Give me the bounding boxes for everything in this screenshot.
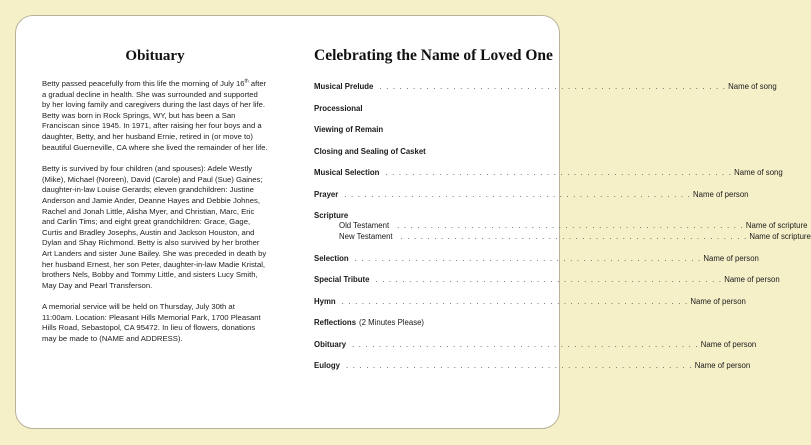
dot-leader: . . . . . . . . . . . . . . . . . . . . . . . . . . . . . . . . . . . . . . . . . . . . . . . . . . . . — [354, 253, 702, 263]
ordinal-suffix: th — [244, 78, 249, 85]
dot-leader: . . . . . . . . . . . . . . . . . . . . . . . . . . . . . . . . . . . . . . . . . . . . . . . . . . . . — [352, 339, 699, 349]
dot-leader: . . . . . . . . . . . . . . . . . . . . . . . . . . . . . . . . . . . . . . . . . . . . . . . . . . . . — [385, 168, 733, 177]
program-item-processional — [314, 103, 550, 114]
dot-leader: . . . . . . . . . . . . . . . . . . . . . . . . . . . . . . . . . . . . . . . . . . . . . . . . . . . . — [346, 361, 693, 370]
program-item-reflections — [314, 317, 550, 328]
program-column — [314, 46, 811, 371]
program-item-prayer — [314, 189, 749, 200]
program-item-hymn — [314, 296, 746, 307]
program-item-eulogy — [314, 360, 751, 371]
program-item-value: Name of person — [724, 275, 780, 284]
program-item-label: Eulogy — [314, 361, 340, 370]
program-item-value: Name of person — [694, 361, 751, 370]
program-item-label: Scripture — [314, 211, 349, 220]
program-item-label: Selection — [314, 253, 349, 263]
program-item-label: Musical Selection — [314, 168, 380, 177]
program-item-musical-selection — [314, 167, 783, 178]
program-item-selection — [314, 253, 759, 264]
program-subitem-new-testament — [314, 231, 811, 243]
program-item-label: New Testament — [339, 231, 393, 241]
program-item-value: Name of person — [700, 339, 757, 349]
program-item-label: Processional — [314, 103, 363, 113]
obituary-column — [42, 46, 268, 345]
obituary-paragraph-1 — [42, 79, 268, 153]
dot-leader: . . . . . . . . . . . . . . . . . . . . . . . . . . . . . . . . . . . . . . . . . . . . . . . . . . . . — [344, 189, 692, 199]
program-subitem-old-testament — [314, 221, 808, 232]
dot-leader: . . . . . . . . . . . . . . . . . . . . . . . . . . . . . . . . . . . . . . . . . . . . . . . . . . . . — [400, 231, 748, 241]
program-list — [314, 81, 811, 371]
program-item-value: Name of scripture — [745, 221, 808, 230]
program-item-label: Prayer — [314, 189, 339, 199]
program-item-value: Name of song — [734, 168, 783, 177]
program-item-label: Reflections — [314, 318, 357, 327]
program-item-scripture — [314, 210, 550, 221]
dot-leader: . . . . . . . . . . . . . . . . . . . . . . . . . . . . . . . . . . . . . . . . . . . . . . . . . . . . — [397, 221, 744, 230]
dot-leader: . . . . . . . . . . . . . . . . . . . . . . . . . . . . . . . . . . . . . . . . . . . . . . . . . . . . — [375, 275, 723, 284]
program-item-label: Viewing of Remain — [314, 125, 384, 134]
program-item-note: (2 Minutes Please) — [359, 318, 425, 327]
program-item-label: Old Testament — [339, 221, 390, 230]
program-item-musical-prelude — [314, 81, 777, 92]
program-item-label: Closing and Sealing of Casket — [314, 146, 426, 156]
program-item-value: Name of song — [728, 82, 777, 91]
program-item-label: Obituary — [314, 339, 347, 349]
program-title: Celebrating the Name of Loved One — [314, 47, 553, 64]
program-sheet — [15, 15, 811, 429]
program-item-obituary — [314, 339, 757, 350]
obituary-paragraph-1-start: Betty passed peacefully from this life the morning of July 16 — [42, 79, 245, 88]
program-item-label: Musical Prelude — [314, 82, 374, 91]
dot-leader: . . . . . . . . . . . . . . . . . . . . . . . . . . . . . . . . . . . . . . . . . . . . . . . . . . . . — [341, 296, 689, 306]
program-item-value: Name of person — [690, 296, 746, 306]
obituary-paragraph-3: A memorial service will be held on Thursday, July 30th at 11:00am. Location: Pleasant Hills Memorial Park, 1700 Pleasant Hills Road, Sebastopol, CA 95472. In lieu of flowers, donations may be made to (NAME and ADDRESS). — [42, 302, 261, 344]
obituary-paragraph-2: Betty is survived by four children (and spouses): Adele Westly (Mike), Michael (Noreen), David (Carole) and Paul (Sue) Gaines; daughter-in-law Louise Gerards; eleven grandchildren: Justine Anderson and Jamie Ander, Deanne Hayes and Debbie Johnes, Rachel and Jonah Little, Alisha Myer, and Christian, Marc, Eric and Carlin Tims; and eight great grandchildren: Grace, Gage, Curtis and Bradley Josephs, Austin and Jackson Houston, and Dylan and Shay Richmond. Betty is also survived by her brother Art Landers and sister June Bailey. She was preceded in death by her husband Ernest, her son Peter, daughter-in-law Madie Kristal, brothers Nels, Bobby and Tommy Little, and sisters Lucy Smith, May Day and Pearl Transferson. — [42, 164, 267, 290]
program-item-value: Name of scripture — [749, 231, 811, 241]
obituary-title: Obituary — [125, 48, 185, 64]
program-item-value: Name of person — [693, 189, 749, 199]
program-item-viewing — [314, 124, 550, 135]
program-item-special-tribute — [314, 274, 780, 285]
program-item-label: Special Tribute — [314, 275, 370, 284]
dot-leader: . . . . . . . . . . . . . . . . . . . . . . . . . . . . . . . . . . . . . . . . . . . . . . . . . . . . — [379, 82, 727, 91]
program-item-label: Hymn — [314, 296, 336, 306]
program-item-closing-casket — [314, 146, 550, 157]
obituary-paragraph-1-end: after a gradual decline in health. She was surrounded and supported by her loving family and caregivers during the last days of her life. Betty was born in Rock Springs, WY, but has been a San Franciscan since 1945. In 1971, after raising her four boys and a daughter, Betty, and her husband Ernie, retired in (or move to) beautiful Guerneville, CA where she lived the remainder of her life. — [42, 79, 268, 152]
program-item-value: Name of person — [703, 253, 759, 263]
